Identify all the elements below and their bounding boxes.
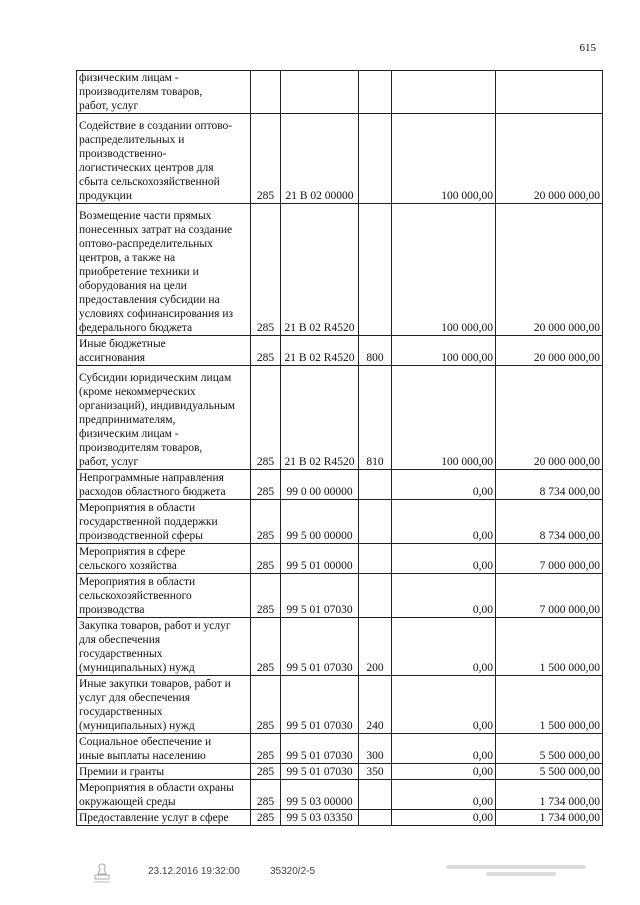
faded-footer-text	[446, 862, 596, 886]
row-code: 285	[251, 114, 281, 204]
row-name-line: Непрограммные направления	[79, 472, 224, 484]
row-name-line: окружающей среды	[79, 796, 176, 808]
budget-table	[76, 70, 603, 826]
row-sum-1: 0,00	[392, 470, 496, 500]
row-name-line: Премии и гранты	[79, 766, 165, 778]
page-number: 615	[579, 42, 596, 54]
row-article: 99 5 00 00000	[281, 500, 359, 544]
row-code: 285	[251, 810, 281, 826]
row-name-line: Закупка товаров, работ и услуг	[79, 620, 231, 632]
row-article: 99 5 01 07030	[281, 574, 359, 618]
row-name-line: физическим лицам -	[79, 72, 179, 84]
row-name	[77, 574, 251, 618]
row-name-line: понесенных затрат на создание	[79, 224, 233, 236]
row-article: 99 0 00 00000	[281, 470, 359, 500]
row-sum-1: 0,00	[392, 574, 496, 618]
row-code: 285	[251, 470, 281, 500]
row-sum-1: 0,00	[392, 500, 496, 544]
row-name-line: производственной сферы	[79, 530, 203, 542]
row-vr	[359, 810, 392, 826]
row-name-line: Мероприятия в области	[79, 502, 196, 514]
row-sum-1: 0,00	[392, 764, 496, 780]
row-article: 99 5 03 03350	[281, 810, 359, 826]
footer-doc-number: 35320/2-5	[270, 866, 316, 877]
row-article: 99 5 03 00000	[281, 780, 359, 810]
row-vr	[359, 114, 392, 204]
row-name	[77, 544, 251, 574]
row-name-line: Возмещение части прямых	[79, 210, 212, 222]
row-name-line: Предоставление услуг в сфере	[79, 812, 229, 824]
row-vr	[359, 71, 392, 114]
row-sum-2: 1 500 000,00	[496, 618, 603, 676]
row-sum-1: 0,00	[392, 780, 496, 810]
row-article: 99 5 01 00000	[281, 544, 359, 574]
row-name-line: оптово-распределительных	[79, 238, 213, 250]
row-name-line: государственной поддержки	[79, 516, 218, 528]
row-code: 285	[251, 500, 281, 544]
row-name-line: ассигнования	[79, 352, 146, 364]
row-name-line: логистических центров для	[79, 162, 214, 174]
row-name	[77, 114, 251, 204]
row-name-line: сельского хозяйства	[79, 560, 177, 572]
row-name	[77, 500, 251, 544]
table-row	[77, 618, 603, 676]
row-name-line: предпринимателям,	[79, 414, 176, 426]
row-name-line: расходов областного бюджета	[79, 486, 226, 498]
row-name-line: государственных	[79, 648, 163, 660]
row-name-line: распределительных и	[79, 134, 185, 146]
row-sum-1: 0,00	[392, 618, 496, 676]
row-sum-1: 100 000,00	[392, 366, 496, 470]
row-article: 99 5 01 07030	[281, 764, 359, 780]
row-vr	[359, 204, 392, 336]
row-vr: 200	[359, 618, 392, 676]
row-name	[77, 366, 251, 470]
row-name	[77, 204, 251, 336]
row-name-line: иные выплаты населению	[79, 750, 206, 762]
row-sum-2: 5 500 000,00	[496, 734, 603, 764]
row-name-line: условиях софинансирования из	[79, 308, 234, 320]
row-code: 285	[251, 366, 281, 470]
footer	[0, 862, 640, 892]
row-code: 285	[251, 204, 281, 336]
table-row	[77, 676, 603, 734]
table-row	[77, 366, 603, 470]
table-row	[77, 574, 603, 618]
row-name-line: производства	[79, 604, 145, 616]
row-name-line: физическим лицам -	[79, 428, 179, 440]
row-article: 21 В 02 R4520	[281, 204, 359, 336]
row-name-line: Содействие в создании оптово-	[79, 120, 233, 132]
row-name-line: производителям товаров,	[79, 442, 203, 454]
row-sum-1: 0,00	[392, 544, 496, 574]
budget-table-body	[77, 71, 603, 826]
row-name-line: продукции	[79, 190, 132, 202]
row-name-line: для обеспечения	[79, 634, 161, 646]
row-code: 285	[251, 336, 281, 366]
table-row	[77, 780, 603, 810]
row-article	[281, 71, 359, 114]
row-name-line: производителям товаров,	[79, 86, 203, 98]
row-code: 285	[251, 618, 281, 676]
row-name-line: Социальное обеспечение и	[79, 736, 212, 748]
row-name-line: Мероприятия в сфере	[79, 546, 186, 558]
row-name-line: Мероприятия в области охраны	[79, 782, 234, 794]
row-name	[77, 336, 251, 366]
table-row	[77, 500, 603, 544]
row-name-line: (муниципальных) нужд	[79, 720, 195, 732]
row-sum-2: 8 734 000,00	[496, 470, 603, 500]
row-sum-2: 5 500 000,00	[496, 764, 603, 780]
row-name-line: приобретение техники и	[79, 266, 199, 278]
table-row	[77, 544, 603, 574]
row-sum-2: 7 000 000,00	[496, 544, 603, 574]
row-vr: 300	[359, 734, 392, 764]
row-sum-2	[496, 71, 603, 114]
row-code: 285	[251, 780, 281, 810]
row-name-line: Иные закупки товаров, работ и	[79, 678, 231, 690]
row-name	[77, 810, 251, 826]
row-code: 285	[251, 676, 281, 734]
row-vr: 810	[359, 366, 392, 470]
row-name-line: услуг для обеспечения	[79, 692, 191, 704]
table-row	[77, 71, 603, 114]
table-row	[77, 810, 603, 826]
row-sum-1: 0,00	[392, 810, 496, 826]
row-name-line: производственно-	[79, 148, 167, 160]
stamp-icon	[92, 862, 112, 884]
row-sum-2: 20 000 000,00	[496, 336, 603, 366]
row-article: 21 В 02 00000	[281, 114, 359, 204]
table-row	[77, 764, 603, 780]
row-name-line: (муниципальных) нужд	[79, 662, 195, 674]
row-vr: 800	[359, 336, 392, 366]
row-name	[77, 71, 251, 114]
table-row	[77, 114, 603, 204]
row-name-line: сельскохозяйственного	[79, 590, 192, 602]
row-article: 99 5 01 07030	[281, 734, 359, 764]
row-name	[77, 764, 251, 780]
row-vr: 240	[359, 676, 392, 734]
table-row	[77, 734, 603, 764]
row-vr	[359, 574, 392, 618]
row-name	[77, 780, 251, 810]
row-name-line: работ, услуг	[79, 456, 139, 468]
row-code: 285	[251, 734, 281, 764]
row-sum-2: 7 000 000,00	[496, 574, 603, 618]
row-name	[77, 470, 251, 500]
row-sum-2: 20 000 000,00	[496, 114, 603, 204]
row-name-line: сбыта сельскохозяйственной	[79, 176, 220, 188]
row-sum-1	[392, 71, 496, 114]
row-vr: 350	[359, 764, 392, 780]
row-name-line: федерального бюджета	[79, 322, 193, 334]
row-sum-1: 100 000,00	[392, 204, 496, 336]
row-sum-2: 20 000 000,00	[496, 204, 603, 336]
row-sum-1: 100 000,00	[392, 114, 496, 204]
row-code: 285	[251, 764, 281, 780]
row-sum-2: 20 000 000,00	[496, 366, 603, 470]
row-name	[77, 618, 251, 676]
table-row	[77, 470, 603, 500]
row-sum-1: 0,00	[392, 734, 496, 764]
row-sum-2: 1 734 000,00	[496, 810, 603, 826]
row-code: 285	[251, 574, 281, 618]
row-vr	[359, 470, 392, 500]
row-sum-2: 1 734 000,00	[496, 780, 603, 810]
row-name-line: (кроме некоммерческих	[79, 386, 196, 398]
row-code: 285	[251, 544, 281, 574]
row-code	[251, 71, 281, 114]
row-article: 99 5 01 07030	[281, 676, 359, 734]
row-name-line: предоставления субсидии на	[79, 294, 220, 306]
row-vr	[359, 780, 392, 810]
row-vr	[359, 544, 392, 574]
table-row	[77, 204, 603, 336]
row-article: 99 5 01 07030	[281, 618, 359, 676]
row-name-line: Субсидии юридическим лицам	[79, 372, 232, 384]
row-name	[77, 676, 251, 734]
row-name-line: работ, услуг	[79, 100, 139, 112]
row-name-line: центров, а также на	[79, 252, 176, 264]
table-row	[77, 336, 603, 366]
row-article: 21 В 02 R4520	[281, 366, 359, 470]
row-name-line: Иные бюджетные	[79, 338, 166, 350]
row-sum-2: 8 734 000,00	[496, 500, 603, 544]
row-sum-2: 1 500 000,00	[496, 676, 603, 734]
row-sum-1: 100 000,00	[392, 336, 496, 366]
row-name-line: государственных	[79, 706, 163, 718]
row-name-line: организаций), индивидуальным	[79, 400, 236, 412]
footer-date: 23.12.2016 19:32:00	[148, 866, 240, 877]
row-vr	[359, 500, 392, 544]
row-article: 21 В 02 R4520	[281, 336, 359, 366]
row-name-line: Мероприятия в области	[79, 576, 196, 588]
row-sum-1: 0,00	[392, 676, 496, 734]
row-name	[77, 734, 251, 764]
row-name-line: оборудования на цели	[79, 280, 187, 292]
